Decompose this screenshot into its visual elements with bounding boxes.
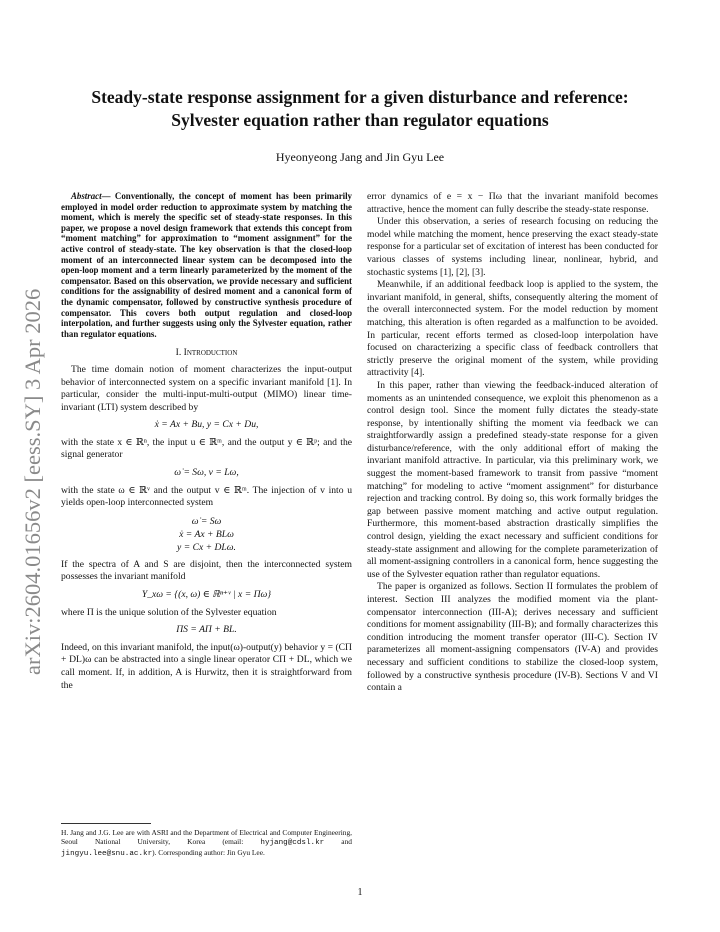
footnote-affiliation: H. Jang and J.G. Lee are with ASRI and the Department of Electrical and Computer Engineering, Seoul National University, Korea (email: xyxy=(61,828,352,846)
right-paragraph-4: In this paper, rather than viewing the feedback-induced alteration of moments as an unintended consequence, we exploit this phenomenon as a control design tool. Since the moment fully dictates the steady-state response, by intentionally shifting the moment via feedback we can straightforwardly assign a predefined steady-state response for a given disturbance/reference, with the only additional effort of making the invariant manifold attractive. In particular, via this preliminary work, we suggest the moment-based framework to transit from passive “moment matching” for modeling to active “moment assignment” for disturbance rejection and tracking control. By doing so, this work formally bridges the gap between passive moment matching and active output regulation. Furthermore, this moment-based abstraction drastically simplifies the control design, yielding the exact necessary and sufficient conditions for steady-state assignment and allowing for the complete parameterization of all moment-assigning controllers in a canonical form, hence suggesting the use of the Sylvester equation rather than regulator equations. xyxy=(367,379,658,580)
authors: Hyeonyeong Jang and Jin Gyu Lee xyxy=(275,150,445,164)
intro-paragraph-4: If the spectra of A and S are disjoint, then the interconnected system possesses the invariant manifold xyxy=(61,558,352,583)
right-paragraph-2: Under this observation, a series of research focusing on reducing the model while matching the moment, hence preserving the exact steady-state response for a particular set of excitation of interest has been conducted for various classes of systems including linear, nonlinear, hybrid, and stochastic systems [1], [2], [3]. xyxy=(367,216,658,278)
equation-sylvester: ΠS = AΠ + BL. xyxy=(176,624,237,636)
intro-paragraph-3: with the state ω ∈ ℝᵛ and the output v ∈ ℝᵐ. The injection of v into u yields open-loop interconnected system xyxy=(61,484,352,509)
arxiv-stamp xyxy=(10,150,54,680)
left-column xyxy=(61,191,352,692)
title-line-1: Steady-state response assignment for a given disturbance and reference: xyxy=(91,87,629,107)
equation-signal-generator: ω̇ = Sω, v = Lω, xyxy=(174,467,239,479)
equation-interconnected-system xyxy=(61,515,352,554)
abstract xyxy=(61,191,352,339)
intro-paragraph-6: Indeed, on this invariant manifold, the input(ω)-output(y) behavior y = (CΠ + DL)ω can be abstracted into a single linear operator CΠ + DL, which we call moment. If, in addition, A is Hurwitz, then it is straightforward from the xyxy=(61,641,352,691)
equation-line: ω̇ = Sω xyxy=(191,515,222,527)
equation-invariant-manifold: Υ_xω = {(x, ω) ∈ ℝⁿ⁺ᵛ | x = Πω} xyxy=(141,589,272,601)
equation-line: ẋ = Ax + BLω xyxy=(179,528,234,540)
title-line-2: Sylvester equation rather than regulator equations xyxy=(171,110,549,130)
equation-lti-system: ẋ = Ax + Bu, y = Cx + Du, xyxy=(154,419,259,431)
footnote-rule xyxy=(61,823,151,824)
section-heading-introduction: I. Introduction xyxy=(175,347,238,359)
abstract-label: Abstract xyxy=(71,191,102,201)
intro-paragraph-5: where Π is the unique solution of the Sylvester equation xyxy=(61,606,277,618)
footnote-email-2[interactable]: jingyu.lee@snu.ac.kr xyxy=(61,850,153,858)
right-column xyxy=(367,191,658,695)
equation-line: y = Cx + DLω. xyxy=(177,541,236,553)
intro-paragraph-2: with the state x ∈ ℝⁿ, the input u ∈ ℝᵐ, and the output y ∈ ℝᵖ; and the signal generator xyxy=(61,436,352,461)
page-number: 1 xyxy=(357,887,363,898)
paper-title xyxy=(40,86,680,132)
abstract-text: — Conventionally, the concept of moment has been primarily employed in model order reduction to approximate system by matching the moment, which is merely the specific set of steady-state responses. In this paper, we propose a novel design framework that extends this concept from “moment matching” for approximation to “moment assignment” for the active control of steady-state. The key observation is that the closed-loop moment of an interconnected linear system can be decomposed into the open-loop moment and a term linearly parameterized by the moment of the compensator. Based on this observation, we provide necessary and sufficient conditions for the assignability of desired moment and a canonical form of the dynamic compensator, followed by constructive synthesis procedure of compensator. This covers both output regulation and closed-loop interpolation, and further suggests using only the Sylvester equation, rather than regulator equations. xyxy=(61,191,352,339)
right-paragraph-3: Meanwhile, if an additional feedback loop is applied to the system, the invariant manifold, in general, shifts, consequently altering the moment of the overall interconnected system. For the model reduction by moment matching, this alteration is often regarded as a malfunction to be avoided. In particular, recent efforts termed as closed-loop interpolation have focused on characterizing a specific class of feedback controllers that strictly preserve the original moment of the system, while providing attractivity [4]. xyxy=(367,279,658,379)
footnote-email-1[interactable]: hyjang@cdsl.kr xyxy=(260,839,325,847)
intro-paragraph-1: The time domain notion of moment characterizes the input-output behavior of interconnected system on a specific invariant manifold [1]. In particular, consider the multi-input-multi-output (MIMO) linear time-invariant (LTI) system described by xyxy=(61,363,352,413)
footnote: H. Jang and J.G. Lee are with ASRI and the Department of Electrical and Computer Engineering, Seoul National University, Korea (email: hyjang@cdsl.kr and jingyu.lee@snu.ac.kr). Corresponding author: Jin Gyu Lee. xyxy=(61,823,352,859)
arxiv-identifier: arXiv:2604.01656v2 [eess.SY] 3 Apr 2026 xyxy=(20,288,45,675)
footnote-corresponding: ). Corresponding author: Jin Gyu Lee. xyxy=(152,848,265,857)
right-paragraph-1: error dynamics of e = x − Πω that the invariant manifold becomes attractive, hence the moment can fully describe the steady-state response. xyxy=(367,191,658,215)
right-paragraph-5: The paper is organized as follows. Section II formulates the problem of interest. Section III analyzes the modified moment via the plant-compensator interconnection (III-A); derives necessary and sufficient conditions for moment assignability (III-B); and formally characterizes this condition introducing the moment transfer operator (III-C). Section IV parameterizes all moment-assigning compensators (IV-A) and provides necessary and sufficient conditions to stabilize the closed-loop system, followed by a constructive synthesis procedure (IV-B). Sections V and VI contain a xyxy=(367,581,658,694)
